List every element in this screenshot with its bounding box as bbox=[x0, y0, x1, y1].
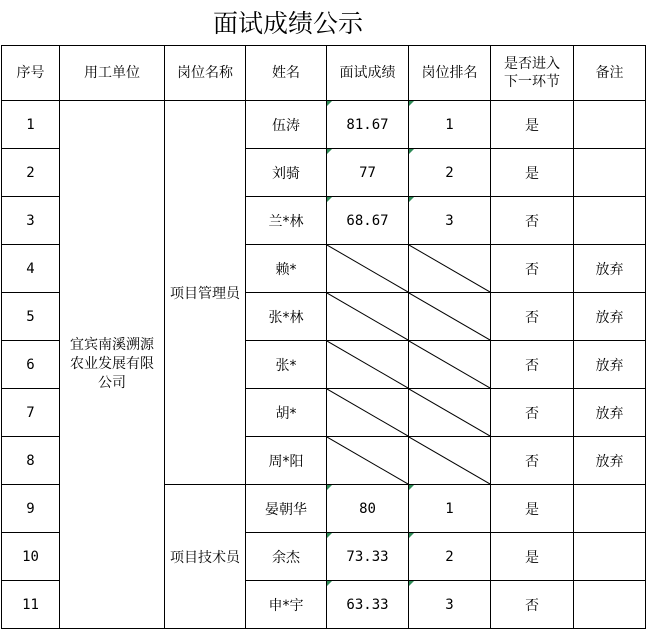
note-cell bbox=[574, 581, 646, 629]
page-title: 面试成绩公示 bbox=[212, 9, 363, 38]
header-cell-name: 姓名 bbox=[246, 46, 327, 101]
row-no: 9 bbox=[2, 485, 60, 533]
table-row bbox=[2, 101, 646, 149]
note-cell: 放弃 bbox=[574, 293, 646, 341]
next-cell: 否 bbox=[491, 581, 574, 629]
name-cell: 周*阳 bbox=[246, 437, 327, 485]
next-cell: 否 bbox=[491, 437, 574, 485]
header-cell-position: 岗位名称 bbox=[165, 46, 246, 101]
score-cell: 73.33 bbox=[327, 533, 409, 581]
note-cell bbox=[574, 149, 646, 197]
rank-cell: 1 bbox=[409, 101, 491, 149]
note-cell: 放弃 bbox=[574, 245, 646, 293]
rank-cell-empty bbox=[409, 341, 491, 389]
row-no: 10 bbox=[2, 533, 60, 581]
name-cell: 伍涛 bbox=[246, 101, 327, 149]
header-cell-unit: 用工单位 bbox=[60, 46, 165, 101]
next-cell: 否 bbox=[491, 293, 574, 341]
row-no: 11 bbox=[2, 581, 60, 629]
next-cell: 是 bbox=[491, 101, 574, 149]
row-no: 4 bbox=[2, 245, 60, 293]
score-cell-empty bbox=[327, 389, 409, 437]
next-cell: 否 bbox=[491, 197, 574, 245]
results-table bbox=[1, 45, 646, 629]
note-cell bbox=[574, 533, 646, 581]
score-cell-empty bbox=[327, 245, 409, 293]
header-cell-next: 是否进入 下一环节 bbox=[491, 46, 574, 101]
note-cell bbox=[574, 101, 646, 149]
next-cell: 是 bbox=[491, 533, 574, 581]
name-cell: 余杰 bbox=[246, 533, 327, 581]
row-no: 3 bbox=[2, 197, 60, 245]
rank-cell: 2 bbox=[409, 149, 491, 197]
name-cell: 胡* bbox=[246, 389, 327, 437]
name-cell: 张*林 bbox=[246, 293, 327, 341]
score-cell-empty bbox=[327, 341, 409, 389]
rank-cell: 2 bbox=[409, 533, 491, 581]
next-cell: 是 bbox=[491, 485, 574, 533]
position-cell-technician: 项目技术员 bbox=[165, 485, 246, 629]
score-cell-empty bbox=[327, 293, 409, 341]
note-cell bbox=[574, 485, 646, 533]
note-cell: 放弃 bbox=[574, 341, 646, 389]
name-cell: 兰*林 bbox=[246, 197, 327, 245]
name-cell: 赖* bbox=[246, 245, 327, 293]
row-no: 1 bbox=[2, 101, 60, 149]
rank-cell: 1 bbox=[409, 485, 491, 533]
score-cell: 63.33 bbox=[327, 581, 409, 629]
header-cell-rank: 岗位排名 bbox=[409, 46, 491, 101]
note-cell: 放弃 bbox=[574, 437, 646, 485]
name-cell: 申*宇 bbox=[246, 581, 327, 629]
score-cell: 77 bbox=[327, 149, 409, 197]
score-cell: 80 bbox=[327, 485, 409, 533]
header-cell-score: 面试成绩 bbox=[327, 46, 409, 101]
rank-cell-empty bbox=[409, 389, 491, 437]
unit-line-3: 公司 bbox=[98, 375, 126, 391]
rank-cell-empty bbox=[409, 293, 491, 341]
name-cell: 晏朝华 bbox=[246, 485, 327, 533]
row-no: 2 bbox=[2, 149, 60, 197]
score-cell-empty bbox=[327, 437, 409, 485]
position-cell-manager: 项目管理员 bbox=[165, 101, 246, 485]
next-cell: 否 bbox=[491, 389, 574, 437]
name-cell: 刘骑 bbox=[246, 149, 327, 197]
unit-cell bbox=[60, 101, 165, 629]
next-cell: 是 bbox=[491, 149, 574, 197]
score-cell: 68.67 bbox=[327, 197, 409, 245]
unit-line-2: 农业发展有限 bbox=[70, 356, 154, 372]
row-no: 6 bbox=[2, 341, 60, 389]
header-cell-note: 备注 bbox=[574, 46, 646, 101]
row-no: 8 bbox=[2, 437, 60, 485]
score-cell: 81.67 bbox=[327, 101, 409, 149]
rank-cell: 3 bbox=[409, 197, 491, 245]
next-cell: 否 bbox=[491, 341, 574, 389]
next-cell: 否 bbox=[491, 245, 574, 293]
rank-cell: 3 bbox=[409, 581, 491, 629]
note-cell: 放弃 bbox=[574, 389, 646, 437]
unit-line-1: 宜宾南溪溯源 bbox=[70, 337, 154, 353]
rank-cell-empty bbox=[409, 437, 491, 485]
note-cell bbox=[574, 197, 646, 245]
rank-cell-empty bbox=[409, 245, 491, 293]
header-cell-no: 序号 bbox=[2, 46, 60, 101]
header-row bbox=[2, 46, 646, 101]
row-no: 5 bbox=[2, 293, 60, 341]
name-cell: 张* bbox=[246, 341, 327, 389]
row-no: 7 bbox=[2, 389, 60, 437]
